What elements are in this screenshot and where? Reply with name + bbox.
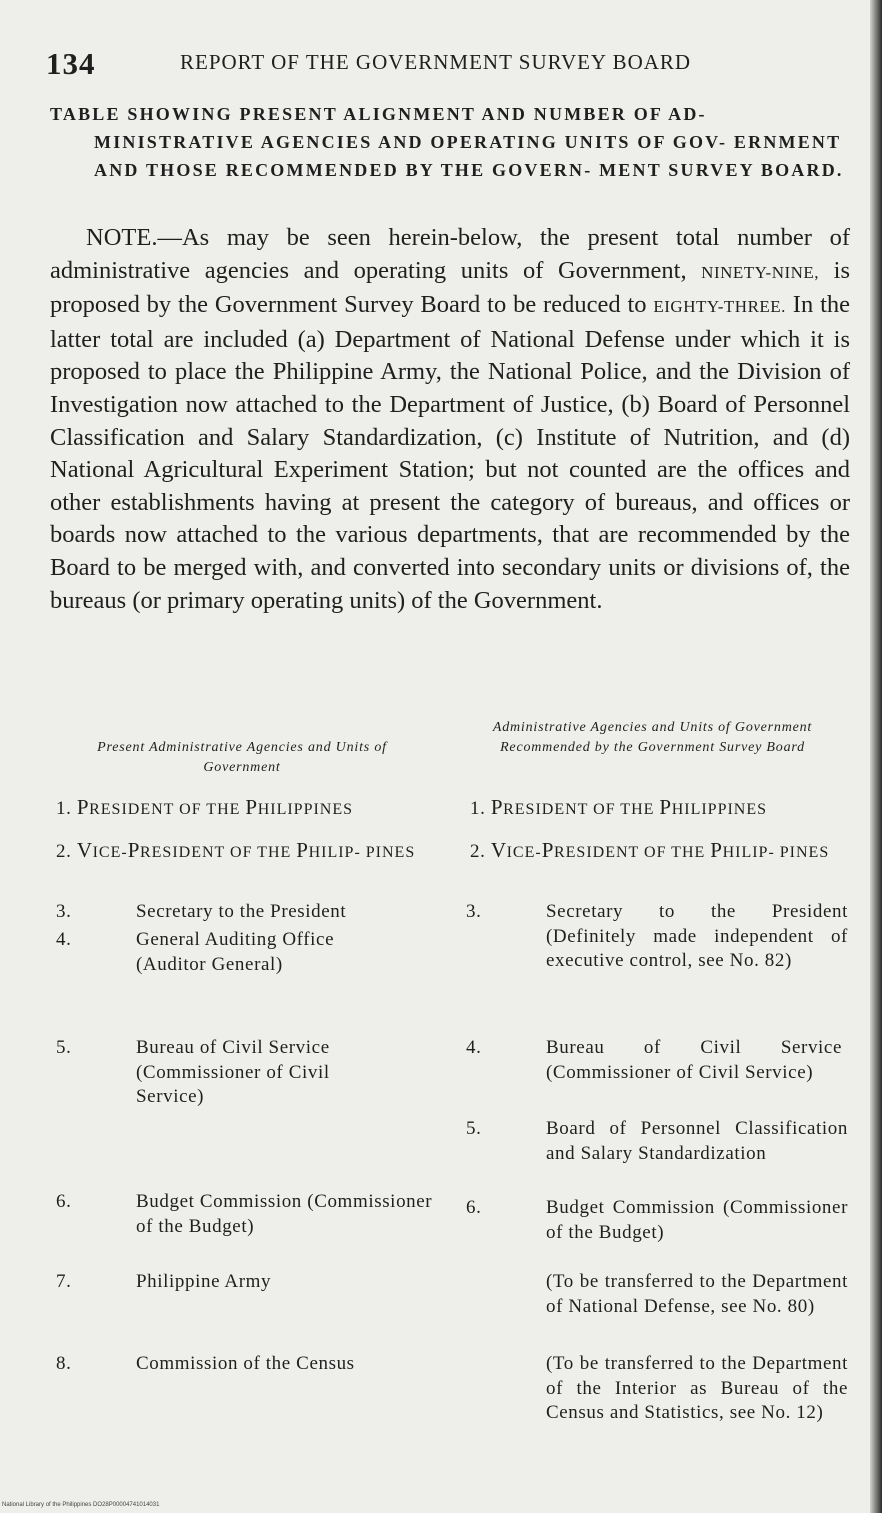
note-smallcaps-2: EIGHTY-THREE.	[653, 297, 786, 317]
note-text-1: As may be seen herein-below, the present total number of administrative agencies and operating units of Government,	[50, 224, 850, 284]
page-header	[46, 44, 842, 92]
page-edge-shadow	[870, 0, 882, 1513]
left-entry-2	[56, 838, 440, 866]
entry-title: 2. VICE-PRESIDENT OF THE PHILIP- PINES	[470, 838, 830, 862]
note-smallcaps-1: NINETY-NINE,	[701, 262, 820, 282]
page-number: 134	[46, 46, 96, 81]
right-entry-1	[470, 795, 855, 823]
note-paragraph	[50, 222, 850, 617]
right-column-heading: Administrative Agencies and Units of Government Recommended by the Government Survey Board	[492, 720, 813, 755]
left-entry-1	[56, 795, 446, 823]
table-title: TABLE SHOWING PRESENT ALIGNMENT AND NUMBER OF AD- MINISTRATIVE AGENCIES AND OPERATING UNITS OF GOV- ERNMENT AND THOSE RECOMMENDED BY THE GOVERN- MENT SURVEY BOARD.	[50, 104, 844, 180]
note-label: NOTE.—	[86, 224, 182, 251]
note-text-3: In the latter total are included (a) Department of National Defense under which it is proposed to place the Philippine Army, the National Police, and the Division of Investigation now attached to the Department of Justice, (b) Board of Personnel Classification and Salary Standardization, (c) Institute of Nutrition, and (d) National Agricultural Experiment Station; but not counted are the offices and other establishments having at present the category of bureaus, and offices or boards now attached to the various departments, that are recommended by the Board to be merged with, and converted into secondary units or divisions of, the bureaus (or primary operating units) of the Government.	[50, 291, 850, 614]
running-head: REPORT OF THE GOVERNMENT SURVEY BOARD	[180, 50, 692, 74]
scan-footer: National Library of the Philippines DO28P00004741014031	[2, 1502, 160, 1508]
left-column-heading: Present Administrative Agencies and Units of Government	[97, 740, 387, 775]
entry-title: 1. PRESIDENT OF THE PHILIPPINES	[56, 795, 354, 819]
entry-title: 1. PRESIDENT OF THE PHILIPPINES	[470, 795, 768, 819]
right-entry-2	[470, 838, 855, 866]
entry-title: 2. VICE-PRESIDENT OF THE PHILIP- PINES	[56, 838, 416, 862]
note-text-2: is proposed by the Government Survey Board to be reduced to	[50, 256, 850, 319]
